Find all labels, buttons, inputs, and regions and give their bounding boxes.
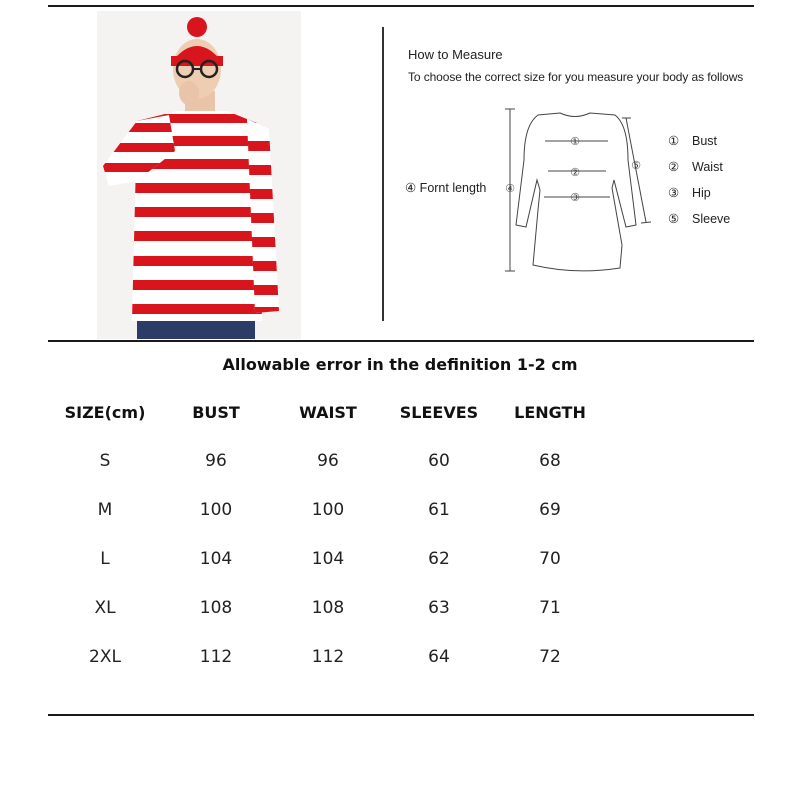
cell-sleeves: 61 bbox=[428, 500, 450, 520]
cell-sleeves: 62 bbox=[428, 549, 450, 569]
cell-bust: 112 bbox=[199, 647, 233, 667]
header-size: SIZE(cm) bbox=[64, 403, 146, 422]
table-row bbox=[0, 598, 800, 622]
waist-marker: ② bbox=[570, 166, 580, 179]
table-header-row bbox=[0, 403, 800, 427]
cell-sleeves: 60 bbox=[428, 451, 450, 471]
cell-size: M bbox=[97, 500, 113, 520]
legend-label: Hip bbox=[692, 186, 711, 200]
length-marker: ④ bbox=[505, 182, 515, 195]
table-row bbox=[0, 451, 800, 475]
legend-num: ① bbox=[668, 134, 680, 148]
cell-sleeves: 64 bbox=[428, 647, 450, 667]
section-rule bbox=[48, 340, 754, 342]
bottom-rule bbox=[48, 714, 754, 716]
product-photo bbox=[97, 11, 301, 339]
legend-num: ② bbox=[668, 160, 680, 174]
cell-length: 69 bbox=[539, 500, 561, 520]
legend-bust bbox=[668, 133, 717, 148]
table-row bbox=[0, 500, 800, 524]
legend-num: ③ bbox=[668, 186, 680, 200]
legend-sleeve bbox=[668, 211, 730, 226]
sleeve-marker: ⑤ bbox=[631, 159, 641, 172]
cell-bust: 108 bbox=[199, 598, 233, 618]
cell-waist: 96 bbox=[317, 451, 339, 471]
header-waist: WAIST bbox=[299, 403, 357, 422]
cell-length: 71 bbox=[539, 598, 561, 618]
legend-label: Bust bbox=[692, 134, 718, 148]
table-row bbox=[0, 549, 800, 573]
cell-size: L bbox=[100, 549, 110, 569]
top-rule bbox=[48, 5, 754, 7]
cell-length: 72 bbox=[539, 647, 561, 667]
cell-waist: 100 bbox=[311, 500, 345, 520]
legend-waist bbox=[668, 159, 723, 174]
cell-length: 70 bbox=[539, 549, 561, 569]
cell-waist: 108 bbox=[311, 598, 345, 618]
cell-size: 2XL bbox=[89, 647, 121, 667]
cell-bust: 100 bbox=[199, 500, 233, 520]
cell-waist: 104 bbox=[311, 549, 345, 569]
cell-size: XL bbox=[94, 598, 116, 618]
legend-num: ⑤ bbox=[668, 212, 680, 226]
legend-hip bbox=[668, 185, 711, 200]
cell-length: 68 bbox=[539, 451, 561, 471]
striped-shirt-model-image bbox=[97, 11, 301, 339]
cell-sleeves: 63 bbox=[428, 598, 450, 618]
front-length-label: ④ Fornt length bbox=[405, 181, 487, 195]
how-to-measure-title: How to Measure bbox=[408, 47, 503, 62]
header-length: LENGTH bbox=[514, 403, 586, 422]
cell-waist: 112 bbox=[311, 647, 345, 667]
allowable-error-note: Allowable error in the definition 1-2 cm bbox=[222, 355, 578, 374]
header-sleeves: SLEEVES bbox=[399, 403, 479, 422]
column-divider bbox=[382, 27, 384, 321]
cell-bust: 96 bbox=[205, 451, 227, 471]
dress-measurement-diagram bbox=[400, 100, 780, 290]
header-bust: BUST bbox=[192, 403, 240, 422]
legend-label: Sleeve bbox=[692, 212, 731, 226]
hip-marker: ③ bbox=[570, 191, 580, 204]
legend-label: Waist bbox=[692, 160, 723, 174]
table-row bbox=[0, 647, 800, 671]
how-to-measure-subtitle: To choose the correct size for you measure your body as follows bbox=[408, 70, 744, 84]
cell-size: S bbox=[99, 451, 111, 471]
bust-marker: ① bbox=[570, 135, 580, 148]
cell-bust: 104 bbox=[199, 549, 233, 569]
